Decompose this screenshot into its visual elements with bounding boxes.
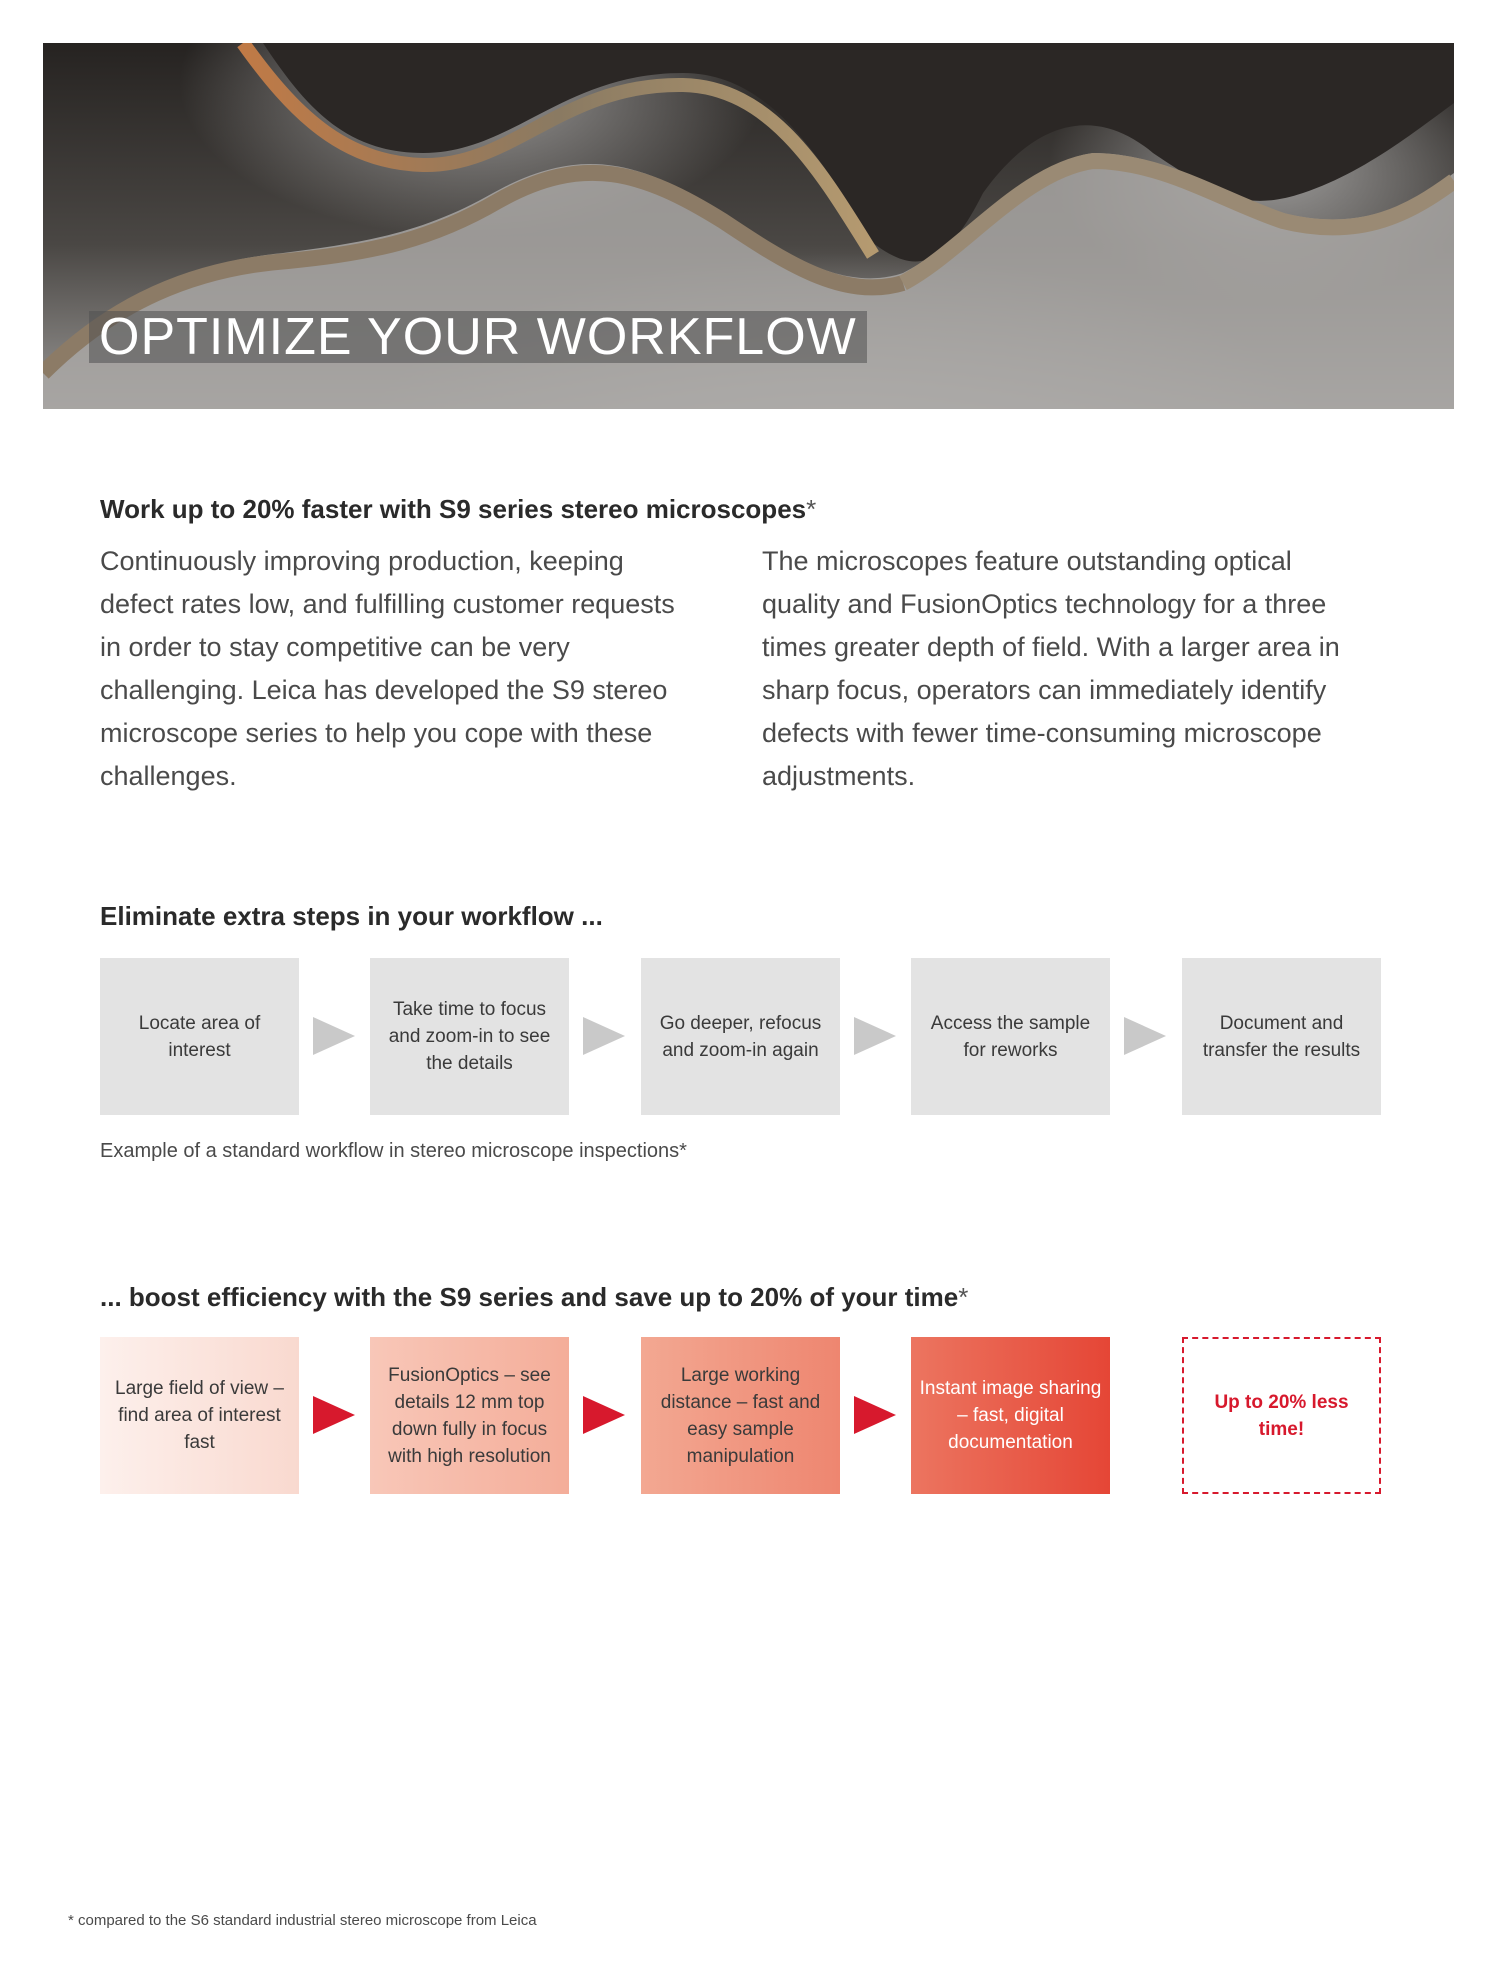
intro-heading-text: Work up to 20% faster with S9 series stereo microscopes [100, 494, 807, 524]
intro-left-paragraph: Continuously improving production, keeping defect rates low, and fulfilling customer requests in order to stay competitive can be very challenging. Leica has developed the S9 stereo microscope series to help you cope with these challenges. [100, 546, 675, 791]
workflow-step: Go deeper, refocus and zoom-in again [641, 958, 840, 1115]
standard-workflow-heading: Eliminate extra steps in your workflow ... [100, 901, 603, 931]
s9-workflow-row [100, 1337, 1382, 1494]
intro-heading-mark: * [806, 494, 817, 524]
workflow-step: Locate area of interest [100, 958, 299, 1115]
page-title: OPTIMIZE YOUR WORKFLOW [99, 308, 857, 366]
workflow-caption: Example of a standard workflow in stereo microscope inspections* [100, 1140, 687, 1162]
s9-workflow-heading-mark: * [958, 1282, 969, 1312]
time-saving-badge: Up to 20% less time! [1182, 1337, 1381, 1494]
footnote: * compared to the S6 standard industrial stereo microscope from Leica [68, 1912, 537, 1929]
arrow-right-icon [1124, 1017, 1166, 1055]
intro-right-paragraph: The microscopes feature outstanding optical quality and FusionOptics technology for a three times greater depth of field. With a larger area in sharp focus, operators can immediately identify defects with fewer time-consuming microscope adjustments. [762, 546, 1340, 791]
arrow-right-icon [854, 1396, 896, 1434]
intro-heading [100, 494, 816, 525]
arrow-right-icon [583, 1396, 625, 1434]
hero-banner [43, 43, 1454, 409]
hero-title-box [89, 308, 867, 366]
s9-workflow-step: FusionOptics – see details 12 mm top down fully in focus with high resolution [370, 1337, 569, 1494]
workflow-step: Document and transfer the results [1182, 958, 1381, 1115]
arrow-right-icon [854, 1017, 896, 1055]
arrow-right-icon [313, 1017, 355, 1055]
workflow-step: Take time to focus and zoom-in to see the details [370, 958, 569, 1115]
s9-workflow-step: Large field of view – find area of interest fast [100, 1337, 299, 1494]
s9-workflow-heading [100, 1282, 968, 1313]
s9-workflow-step: Instant image sharing – fast, digital documentation [911, 1337, 1110, 1494]
arrow-right-icon [583, 1017, 625, 1055]
arrow-right-icon [313, 1396, 355, 1434]
s9-workflow-step: Large working distance – fast and easy sample manipulation [641, 1337, 840, 1494]
workflow-step: Access the sample for reworks [911, 958, 1110, 1115]
standard-workflow-row [100, 958, 1382, 1115]
s9-workflow-heading-text: ... boost efficiency with the S9 series and save up to 20% of your time [100, 1282, 959, 1312]
